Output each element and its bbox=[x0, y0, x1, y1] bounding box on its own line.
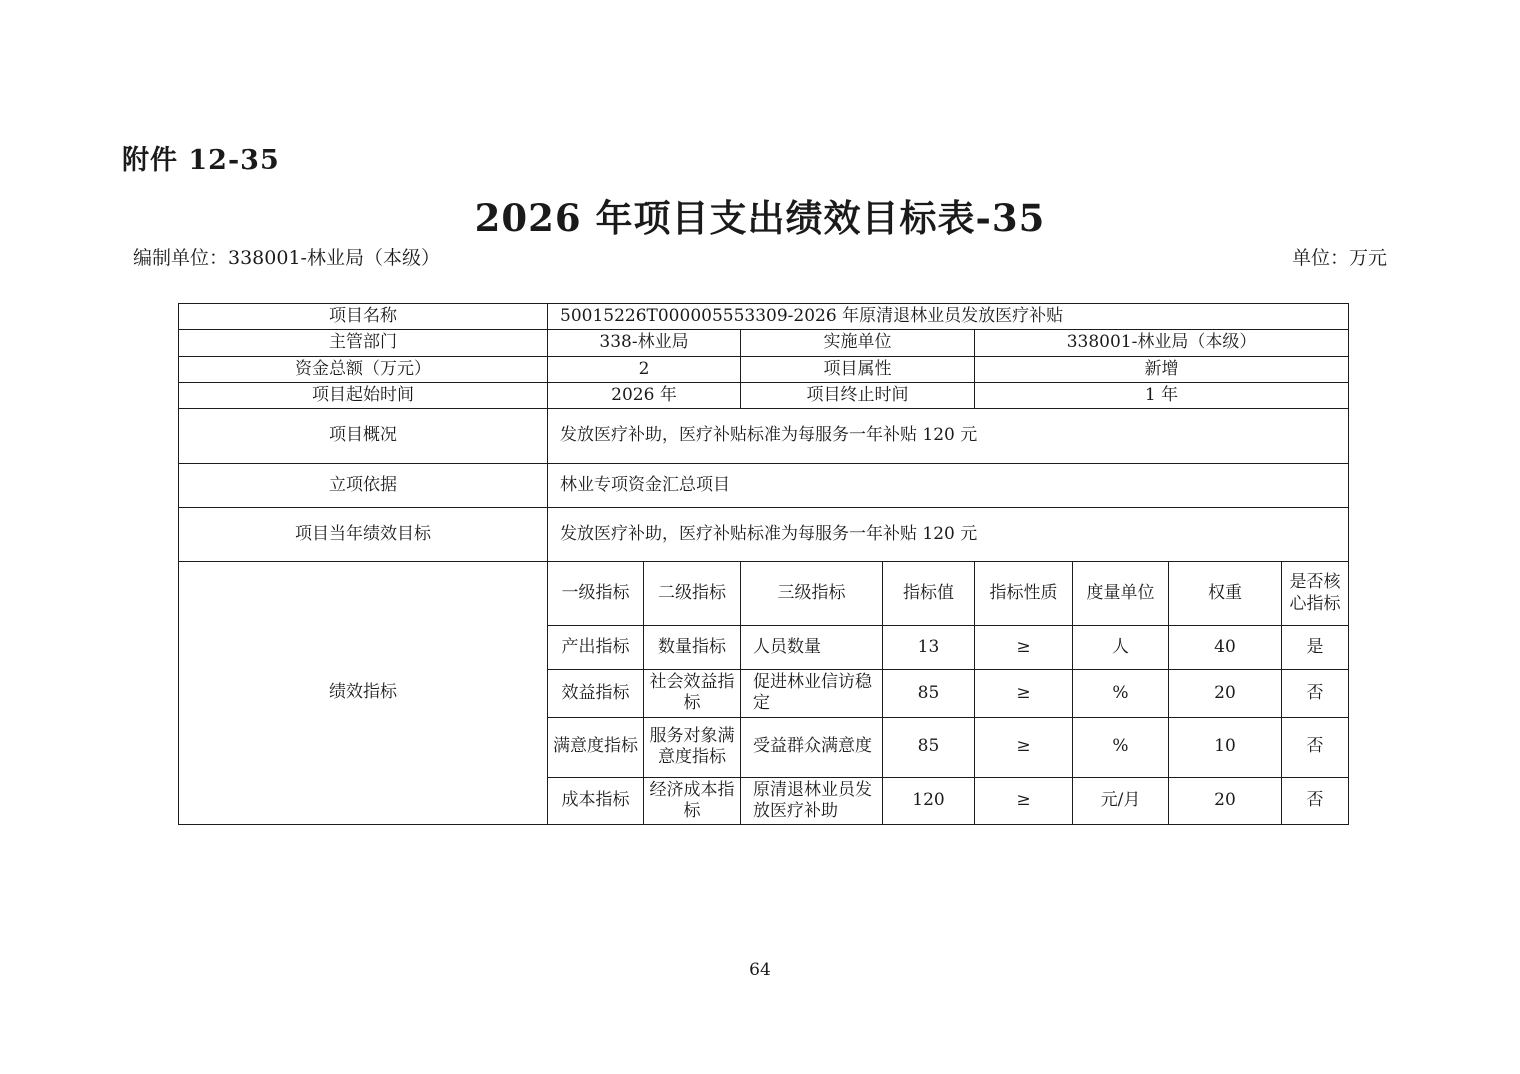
basis-label: 立项依据 bbox=[179, 464, 548, 508]
unit-note: 单位：万元 bbox=[1291, 247, 1387, 269]
indicator-level3: 人员数量 bbox=[741, 626, 883, 670]
col-header-nature: 指标性质 bbox=[975, 562, 1073, 626]
dept-value: 338-林业局 bbox=[548, 330, 741, 356]
goal-label: 项目当年绩效目标 bbox=[179, 508, 548, 562]
col-header-level3: 三级指标 bbox=[741, 562, 883, 626]
indicators-section-label: 绩效指标 bbox=[179, 562, 548, 825]
col-header-level1: 一级指标 bbox=[548, 562, 644, 626]
end-label: 项目终止时间 bbox=[741, 382, 975, 408]
indicator-value: 13 bbox=[883, 626, 975, 670]
indicator-level1: 产出指标 bbox=[548, 626, 644, 670]
col-header-weight: 权重 bbox=[1169, 562, 1282, 626]
attachment-label: 附件 12-35 bbox=[122, 145, 280, 176]
indicator-level2: 经济成本指标 bbox=[644, 777, 741, 825]
subheader-row bbox=[133, 243, 1387, 270]
indicator-weight: 10 bbox=[1169, 717, 1282, 777]
project-name-value: 50015226T000005553309-2026 年原清退林业员发放医疗补贴 bbox=[548, 304, 1349, 330]
indicator-nature: ≥ bbox=[975, 717, 1073, 777]
indicator-level2: 社会效益指标 bbox=[644, 670, 741, 718]
end-value: 1 年 bbox=[975, 382, 1349, 408]
indicator-unit: 元/月 bbox=[1073, 777, 1169, 825]
impl-value: 338001-林业局（本级） bbox=[975, 330, 1349, 356]
indicator-nature: ≥ bbox=[975, 670, 1073, 718]
overview-value: 发放医疗补助，医疗补贴标准为每服务一年补贴 120 元 bbox=[548, 409, 1349, 464]
table-row bbox=[179, 304, 1349, 330]
indicator-level2: 数量指标 bbox=[644, 626, 741, 670]
indicator-core: 否 bbox=[1282, 670, 1349, 718]
indicator-level2: 服务对象满意度指标 bbox=[644, 717, 741, 777]
page-number: 64 bbox=[749, 960, 771, 980]
impl-label: 实施单位 bbox=[741, 330, 975, 356]
table-row bbox=[179, 356, 1349, 382]
indicator-level3: 受益群众满意度 bbox=[741, 717, 883, 777]
table-row bbox=[179, 330, 1349, 356]
indicator-level3: 原清退林业员发放医疗补助 bbox=[741, 777, 883, 825]
indicator-core: 是 bbox=[1282, 626, 1349, 670]
indicator-unit: 人 bbox=[1073, 626, 1169, 670]
indicator-level1: 满意度指标 bbox=[548, 717, 644, 777]
attr-label: 项目属性 bbox=[741, 356, 975, 382]
col-header-core: 是否核心指标 bbox=[1282, 562, 1349, 626]
project-name-label: 项目名称 bbox=[179, 304, 548, 330]
col-header-level2: 二级指标 bbox=[644, 562, 741, 626]
performance-target-table bbox=[178, 303, 1349, 825]
attr-value: 新增 bbox=[975, 356, 1349, 382]
col-header-value: 指标值 bbox=[883, 562, 975, 626]
indicator-core: 否 bbox=[1282, 777, 1349, 825]
table-row bbox=[179, 464, 1349, 508]
goal-value: 发放医疗补助，医疗补贴标准为每服务一年补贴 120 元 bbox=[548, 508, 1349, 562]
indicator-core: 否 bbox=[1282, 717, 1349, 777]
indicator-header-row bbox=[179, 562, 1349, 626]
table-row bbox=[179, 382, 1349, 408]
table-row bbox=[179, 409, 1349, 464]
col-header-unit: 度量单位 bbox=[1073, 562, 1169, 626]
indicator-level1: 效益指标 bbox=[548, 670, 644, 718]
indicator-nature: ≥ bbox=[975, 626, 1073, 670]
indicator-unit: % bbox=[1073, 670, 1169, 718]
overview-label: 项目概况 bbox=[179, 409, 548, 464]
start-label: 项目起始时间 bbox=[179, 382, 548, 408]
basis-value: 林业专项资金汇总项目 bbox=[548, 464, 1349, 508]
indicator-value: 120 bbox=[883, 777, 975, 825]
prepared-by-label: 编制单位：338001-林业局（本级） bbox=[133, 247, 440, 269]
page-title: 2026 年项目支出绩效目标表-35 bbox=[474, 196, 1046, 240]
indicator-unit: % bbox=[1073, 717, 1169, 777]
indicator-nature: ≥ bbox=[975, 777, 1073, 825]
indicator-weight: 20 bbox=[1169, 670, 1282, 718]
table-row bbox=[179, 508, 1349, 562]
start-value: 2026 年 bbox=[548, 382, 741, 408]
indicator-weight: 20 bbox=[1169, 777, 1282, 825]
dept-label: 主管部门 bbox=[179, 330, 548, 356]
fund-value: 2 bbox=[548, 356, 741, 382]
indicator-weight: 40 bbox=[1169, 626, 1282, 670]
indicator-value: 85 bbox=[883, 717, 975, 777]
indicator-level1: 成本指标 bbox=[548, 777, 644, 825]
fund-label: 资金总额（万元） bbox=[179, 356, 548, 382]
indicator-value: 85 bbox=[883, 670, 975, 718]
indicator-level3: 促进林业信访稳定 bbox=[741, 670, 883, 718]
